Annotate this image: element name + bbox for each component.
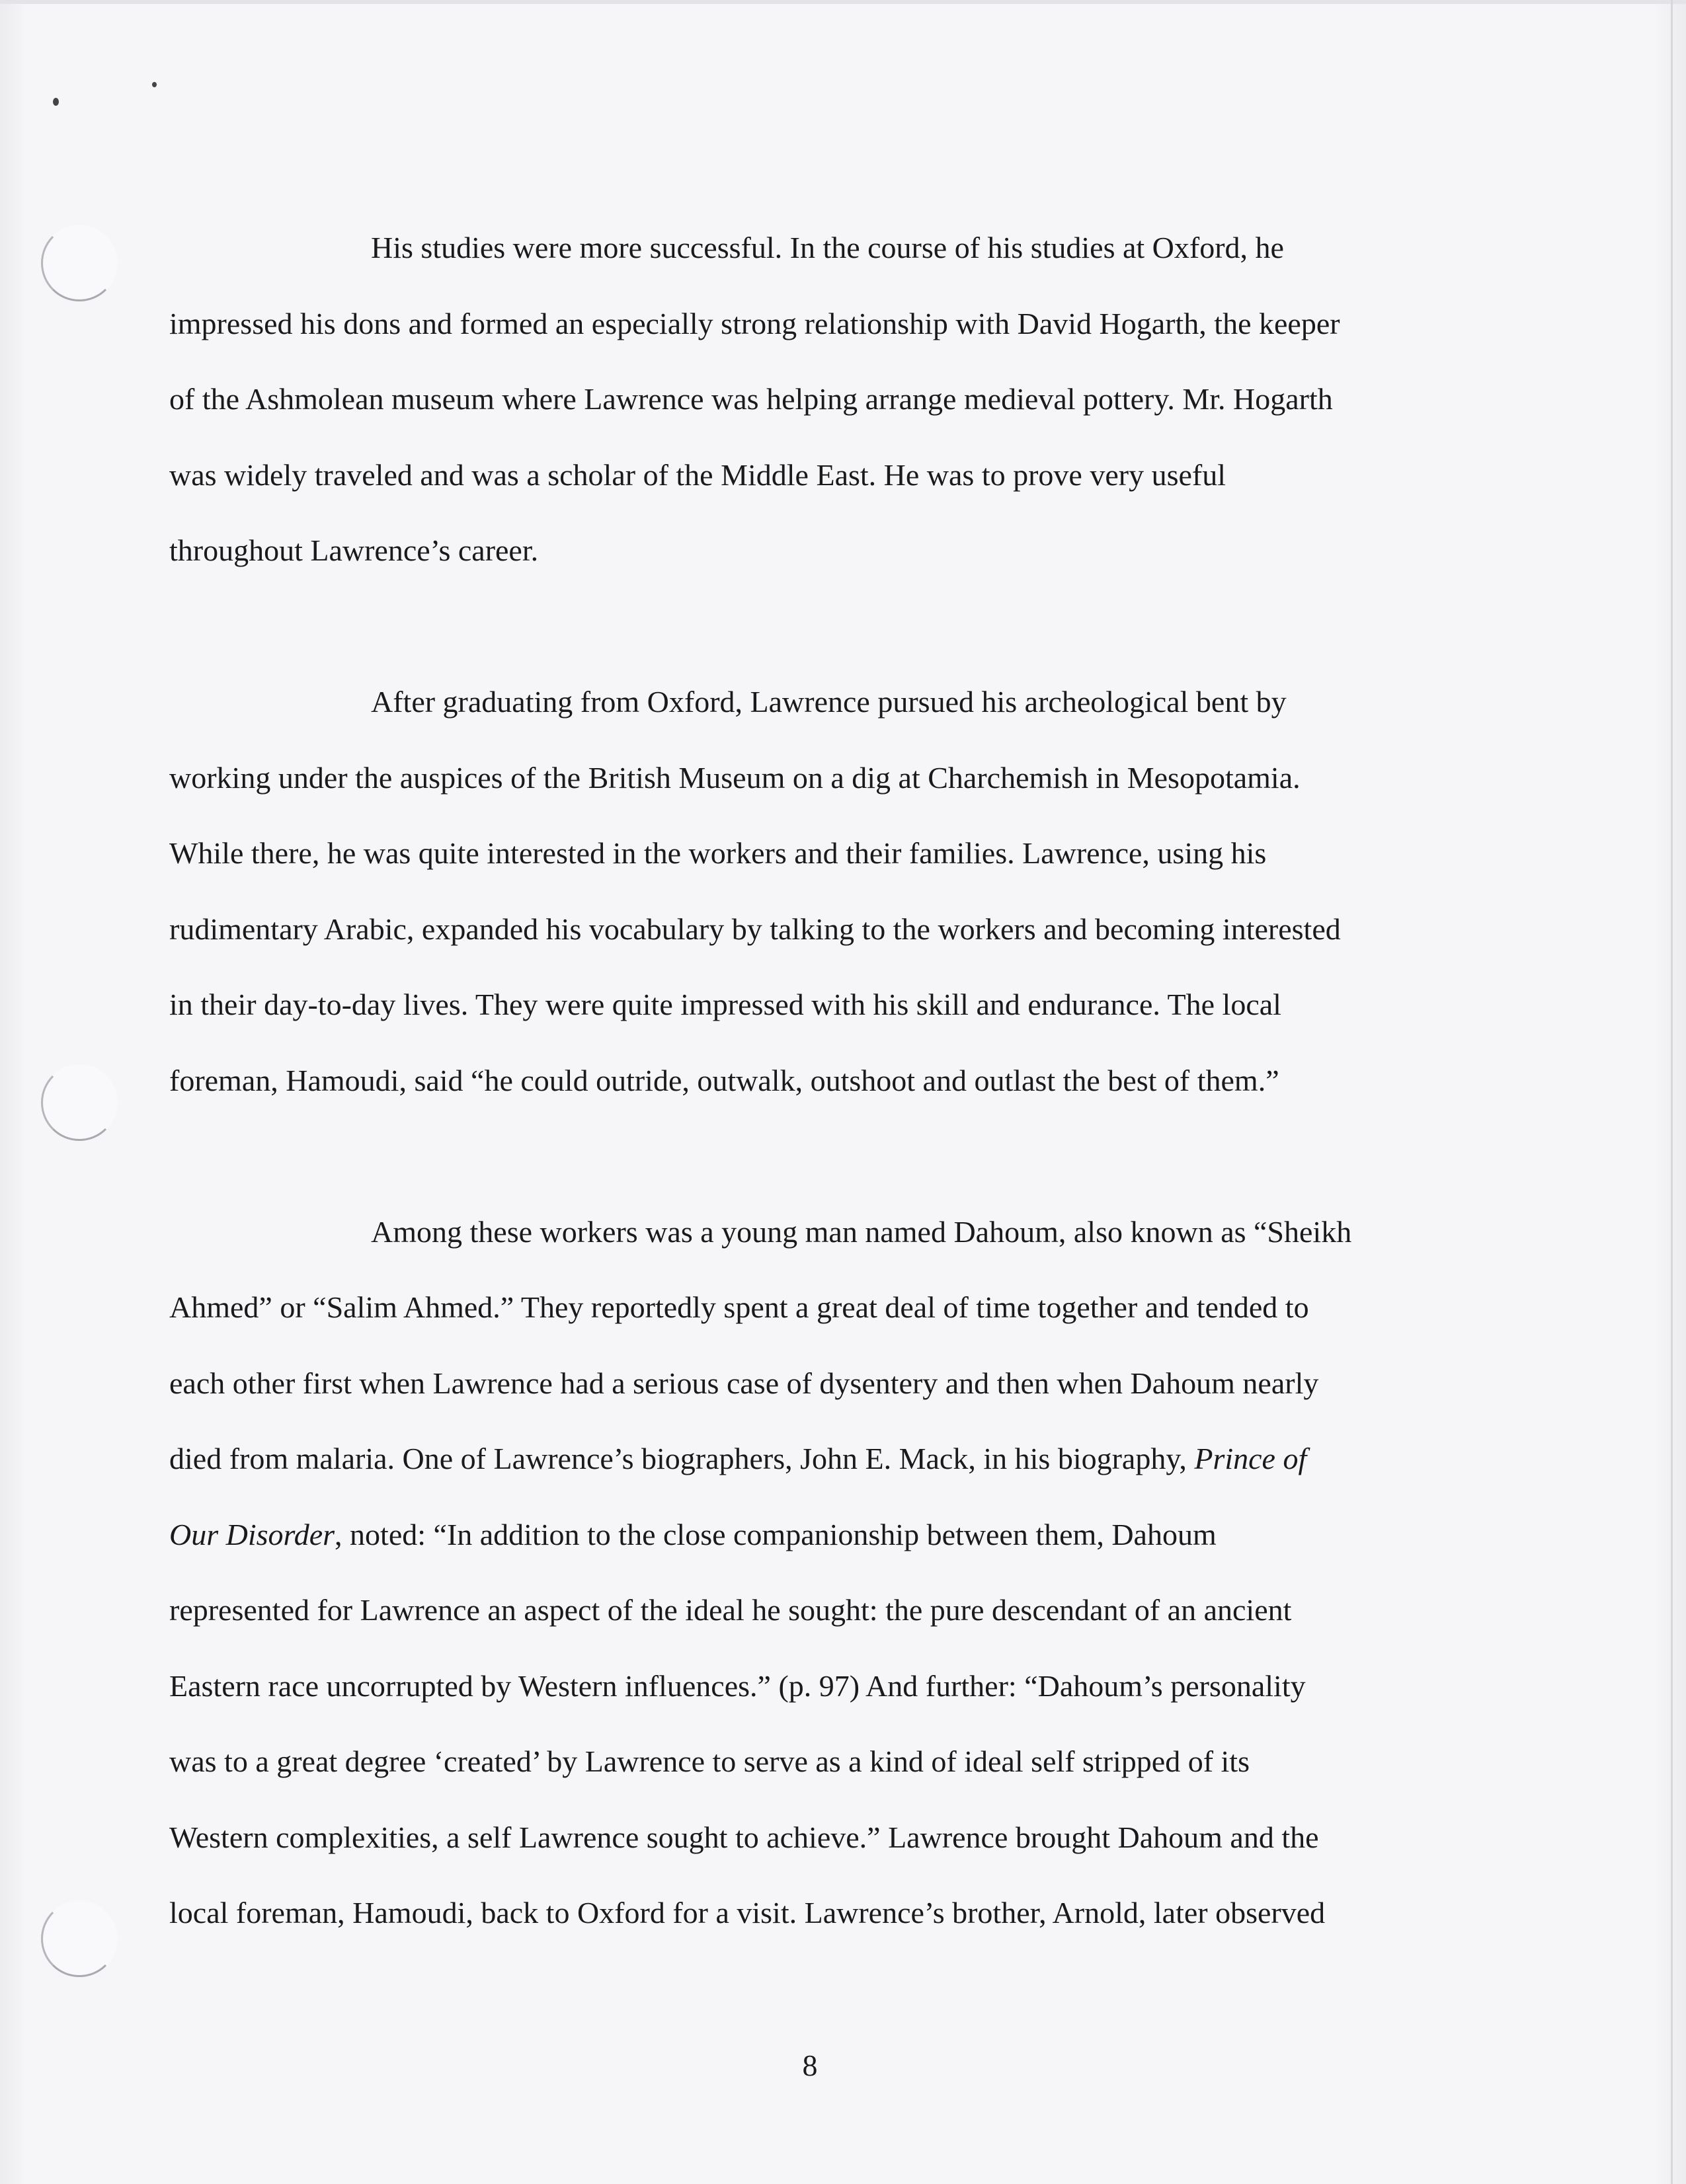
text-line: Ahmed” or “Salim Ahmed.” They reportedly spent a great deal of time together and tended to — [169, 1290, 1309, 1324]
text-line: Western complexities, a self Lawrence sought to achieve.” Lawrence brought Dahoum and the — [169, 1820, 1319, 1854]
text-line: represented for Lawrence an aspect of the ideal he sought: the pure descendant of an ancient — [169, 1593, 1292, 1627]
scan-speck — [152, 82, 157, 87]
text-line: Eastern race uncorrupted by Western influences.” (p. 97) And further: “Dahoum’s personality — [169, 1668, 1306, 1703]
text-segment: died from malaria. One of Lawrence’s biographers, John E. Mack, in his biography, — [169, 1442, 1195, 1475]
text-line — [169, 1421, 1492, 1497]
text-line: of the Ashmolean museum where Lawrence was helping arrange medieval pottery. Mr. Hogarth — [169, 382, 1333, 416]
text-line: local foreman, Hamoudi, back to Oxford for a visit. Lawrence’s brother, Arnold, later observed — [169, 1896, 1326, 1930]
paragraph-1 — [169, 210, 1492, 589]
paragraph-2 — [169, 664, 1492, 1118]
binder-hole-top — [41, 225, 118, 301]
binder-hole-bottom — [41, 1900, 118, 1977]
text-line: After graduating from Oxford, Lawrence pursued his archeological bent by — [371, 685, 1287, 719]
book-title-part: Prince of — [1194, 1442, 1307, 1475]
page-number: 8 — [802, 2048, 818, 2082]
text-line: working under the auspices of the British Museum on a dig at Charchemish in Mesopotamia. — [169, 760, 1301, 795]
text-line: impressed his dons and formed an especially strong relationship with David Hogarth, the keeper — [169, 306, 1340, 340]
text-line: was to a great degree ‘created’ by Lawrence to serve as a kind of ideal self stripped of its — [169, 1744, 1250, 1778]
text-line — [169, 1497, 1492, 1573]
binder-hole-middle — [41, 1064, 118, 1141]
book-title-part: Our Disorder — [169, 1517, 335, 1551]
scan-speck — [53, 98, 59, 106]
text-line: foreman, Hamoudi, said “he could outride, outwalk, outshoot and outlast the best of them.” — [169, 1063, 1279, 1097]
text-line: Among these workers was a young man named Dahoum, also known as “Sheikh — [371, 1214, 1352, 1249]
text-line: throughout Lawrence’s career. — [169, 533, 539, 567]
text-line: was widely traveled and was a scholar of the Middle East. He was to prove very useful — [169, 457, 1226, 492]
paragraph-3 — [169, 1194, 1492, 1951]
text-segment: , noted: “In addition to the close companionship between them, Dahoum — [335, 1517, 1217, 1551]
text-line: each other first when Lawrence had a serious case of dysentery and then when Dahoum nearly — [169, 1366, 1319, 1400]
text-line: rudimentary Arabic, expanded his vocabulary by talking to the workers and becoming interested — [169, 912, 1341, 946]
text-line: His studies were more successful. In the course of his studies at Oxford, he — [371, 231, 1284, 264]
page-right-edge — [1671, 0, 1673, 2184]
text-line: While there, he was quite interested in the workers and their families. Lawrence, using his — [169, 836, 1267, 870]
page-top-edge — [0, 0, 1686, 4]
document-body — [169, 210, 1492, 1951]
text-line: in their day-to-day lives. They were quite impressed with his skill and endurance. The local — [169, 988, 1281, 1021]
